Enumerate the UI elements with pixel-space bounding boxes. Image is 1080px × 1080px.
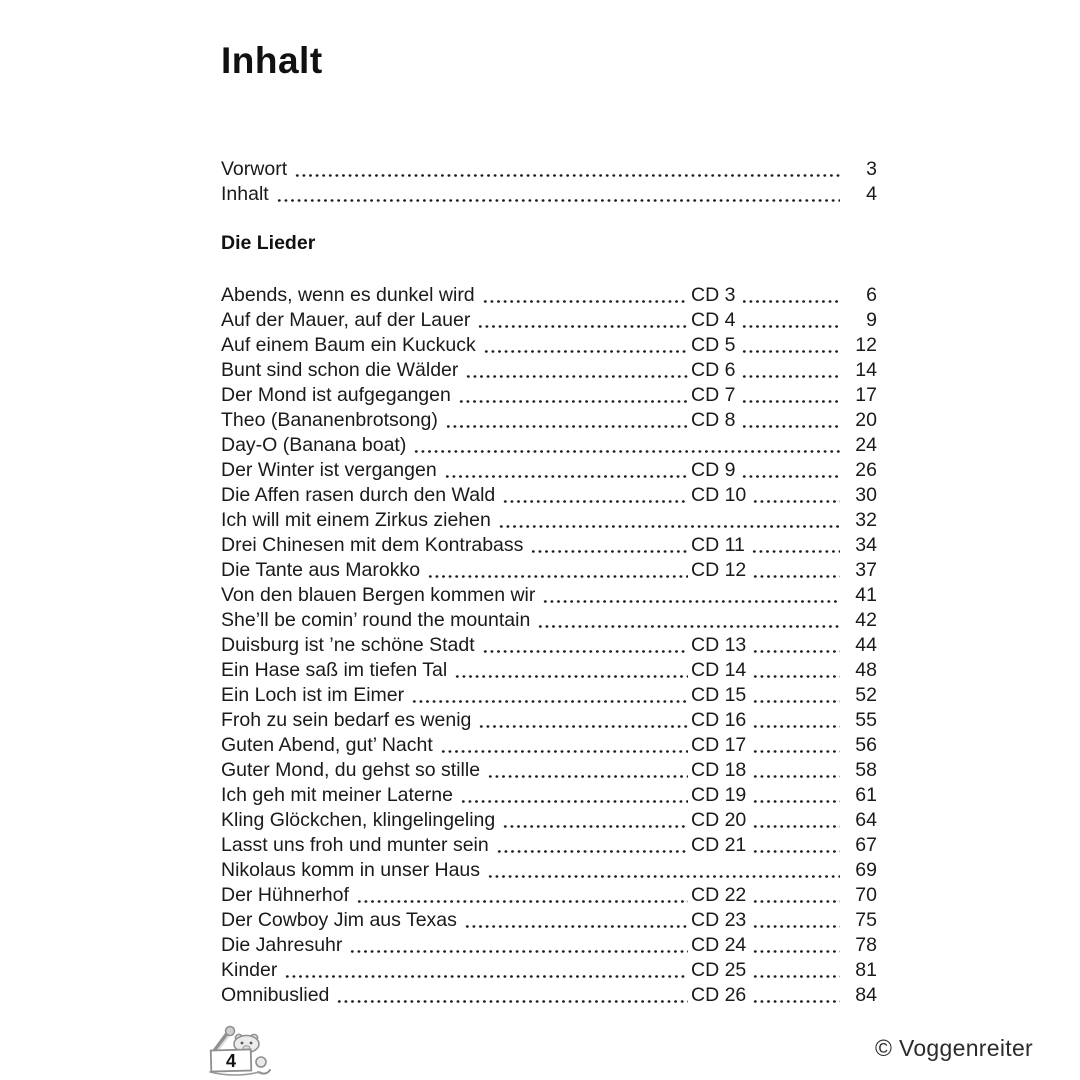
dot-leader	[486, 858, 840, 883]
song-title: Kling Glöckchen, klingelingeling	[221, 809, 496, 831]
cd-track-label: CD 9	[691, 459, 736, 481]
song-row	[221, 608, 877, 633]
song-title: Omnibuslied	[221, 984, 330, 1006]
song-title: Abends, wenn es dunkel wird	[221, 284, 475, 306]
cd-column	[691, 733, 843, 758]
cd-column	[691, 283, 843, 308]
song-title: Ich will mit einem Zirkus ziehen	[221, 509, 491, 531]
song-title: Bunt sind schon die Wälder	[221, 359, 459, 381]
dot-leader	[751, 783, 840, 808]
song-page: 56	[855, 734, 877, 756]
song-page: 6	[866, 284, 877, 306]
copyright-text: © Voggenreiter	[875, 1035, 1033, 1061]
cd-track-label: CD 17	[691, 734, 747, 756]
song-title: Ein Loch ist im Eimer	[221, 684, 405, 706]
song-page: 9	[866, 309, 877, 331]
cd-column	[691, 808, 843, 833]
song-title: Drei Chinesen mit dem Kontrabass	[221, 534, 524, 556]
dot-leader	[751, 483, 840, 508]
dot-leader	[453, 658, 688, 683]
cd-track-label: CD 21	[691, 834, 747, 856]
cd-column	[691, 708, 843, 733]
song-page: 26	[855, 459, 877, 481]
cd-track-label: CD 25	[691, 959, 747, 981]
dot-leader	[477, 708, 688, 733]
cd-column	[691, 958, 843, 983]
song-row	[221, 883, 877, 908]
dot-leader	[751, 958, 840, 983]
dot-leader	[412, 433, 840, 458]
song-title: Kinder	[221, 959, 278, 981]
song-row	[221, 958, 877, 983]
dot-leader	[751, 683, 840, 708]
footer-page-number: 4	[225, 1051, 237, 1071]
song-row	[221, 358, 877, 383]
song-row	[221, 408, 877, 433]
song-row	[221, 458, 877, 483]
song-page: 14	[855, 359, 877, 381]
song-title: Ein Hase saß im tiefen Tal	[221, 659, 448, 681]
toc-row	[221, 182, 877, 207]
song-page: 12	[855, 334, 877, 356]
dot-leader	[529, 533, 688, 558]
cd-track-label: CD 8	[691, 409, 736, 431]
cd-track-label: CD 16	[691, 709, 747, 731]
song-row	[221, 558, 877, 583]
dot-leader	[486, 758, 688, 783]
dot-leader	[541, 583, 840, 608]
song-title: Auf der Mauer, auf der Lauer	[221, 309, 471, 331]
song-row	[221, 783, 877, 808]
toc-entry-title: Vorwort	[221, 158, 288, 180]
cd-track-label: CD 14	[691, 659, 747, 681]
dot-leader	[481, 283, 688, 308]
song-page: 34	[855, 534, 877, 556]
song-page: 37	[855, 559, 877, 581]
dot-leader	[495, 833, 688, 858]
song-page: 67	[855, 834, 877, 856]
song-page: 24	[855, 434, 877, 456]
song-page: 32	[855, 509, 877, 531]
dot-leader	[459, 783, 688, 808]
cd-column	[691, 408, 843, 433]
song-title: Die Tante aus Marokko	[221, 559, 421, 581]
song-row	[221, 708, 877, 733]
song-title: Nikolaus komm in unser Haus	[221, 859, 481, 881]
song-page: 17	[855, 384, 877, 406]
dot-leader	[481, 633, 688, 658]
song-title: She’ll be comin’ round the mountain	[221, 609, 531, 631]
song-row	[221, 433, 877, 458]
cd-track-label: CD 26	[691, 984, 747, 1006]
dot-leader	[751, 733, 840, 758]
dot-leader	[457, 383, 688, 408]
dot-leader	[751, 833, 840, 858]
dot-leader	[740, 408, 840, 433]
song-title: Von den blauen Bergen kommen wir	[221, 584, 536, 606]
dot-leader	[751, 908, 840, 933]
cd-column	[691, 533, 843, 558]
dot-leader	[751, 758, 840, 783]
song-page: 64	[855, 809, 877, 831]
dot-leader	[740, 283, 840, 308]
cd-column	[691, 833, 843, 858]
front-matter-list	[221, 157, 877, 207]
cd-track-label: CD 7	[691, 384, 736, 406]
cd-track-label: CD 19	[691, 784, 747, 806]
dot-leader	[740, 308, 840, 333]
song-page: 20	[855, 409, 877, 431]
cd-track-label: CD 22	[691, 884, 747, 906]
cd-track-label: CD 5	[691, 334, 736, 356]
song-title: Der Hühnerhof	[221, 884, 349, 906]
song-row	[221, 808, 877, 833]
cd-track-label: CD 23	[691, 909, 747, 931]
dot-leader	[335, 983, 688, 1008]
song-page: 58	[855, 759, 877, 781]
cd-column	[691, 333, 843, 358]
song-title: Guten Abend, gut’ Nacht	[221, 734, 433, 756]
cd-column	[691, 983, 843, 1008]
cd-column	[691, 908, 843, 933]
cd-column	[691, 758, 843, 783]
song-page: 42	[855, 609, 877, 631]
song-row	[221, 983, 877, 1008]
cd-column	[691, 558, 843, 583]
dot-leader	[348, 933, 688, 958]
song-title: Froh zu sein bedarf es wenig	[221, 709, 472, 731]
cd-column	[691, 883, 843, 908]
song-page: 84	[855, 984, 877, 1006]
dot-leader	[501, 483, 688, 508]
song-title: Der Winter ist vergangen	[221, 459, 437, 481]
cd-track-label: CD 10	[691, 484, 747, 506]
dot-leader	[740, 458, 840, 483]
cd-track-label: CD 13	[691, 634, 747, 656]
cd-column	[691, 383, 843, 408]
song-page: 55	[855, 709, 877, 731]
dot-leader	[463, 908, 688, 933]
dot-leader	[740, 333, 840, 358]
mascot-icon	[198, 1024, 274, 1080]
dot-leader	[740, 383, 840, 408]
song-title: Auf einem Baum ein Kuckuck	[221, 334, 476, 356]
song-page: 78	[855, 934, 877, 956]
song-row	[221, 758, 877, 783]
cd-track-label: CD 4	[691, 309, 736, 331]
page-title: Inhalt	[221, 40, 323, 81]
song-page: 69	[855, 859, 877, 881]
dot-leader	[283, 958, 688, 983]
toc-row	[221, 157, 877, 182]
cd-column	[691, 358, 843, 383]
dot-leader	[751, 558, 840, 583]
song-row	[221, 383, 877, 408]
song-page: 75	[855, 909, 877, 931]
dot-leader	[410, 683, 688, 708]
dot-leader	[740, 358, 840, 383]
dot-leader	[751, 708, 840, 733]
dot-leader	[751, 933, 840, 958]
dot-leader	[751, 983, 840, 1008]
dot-leader	[751, 658, 840, 683]
song-row	[221, 583, 877, 608]
section-heading: Die Lieder	[221, 232, 316, 254]
song-row	[221, 733, 877, 758]
cd-track-label: CD 6	[691, 359, 736, 381]
toc-entry-title: Inhalt	[221, 183, 269, 205]
song-title: Theo (Bananenbrotsong)	[221, 409, 438, 431]
cd-column	[691, 308, 843, 333]
dot-leader	[482, 333, 688, 358]
dot-leader	[501, 808, 688, 833]
dot-leader	[464, 358, 688, 383]
song-title: Der Cowboy Jim aus Texas	[221, 909, 457, 931]
cd-column	[691, 783, 843, 808]
cd-track-label: CD 15	[691, 684, 747, 706]
cd-column	[691, 483, 843, 508]
song-page: 48	[855, 659, 877, 681]
song-title: Day-O (Banana boat)	[221, 434, 407, 456]
cd-track-label: CD 20	[691, 809, 747, 831]
song-row	[221, 908, 877, 933]
dot-leader	[751, 883, 840, 908]
song-row	[221, 483, 877, 508]
dot-leader	[444, 408, 688, 433]
cd-track-label: CD 24	[691, 934, 747, 956]
song-page: 70	[855, 884, 877, 906]
song-page: 81	[855, 959, 877, 981]
cd-column	[691, 683, 843, 708]
song-row	[221, 858, 877, 883]
dot-leader	[439, 733, 688, 758]
song-page: 30	[855, 484, 877, 506]
cd-column	[691, 658, 843, 683]
cd-column	[691, 458, 843, 483]
dot-leader	[751, 808, 840, 833]
song-page: 52	[855, 684, 877, 706]
song-title: Lasst uns froh und munter sein	[221, 834, 489, 856]
dot-leader	[750, 533, 840, 558]
song-list	[221, 283, 877, 1008]
toc-entry-page: 3	[866, 158, 877, 180]
song-row	[221, 633, 877, 658]
song-row	[221, 333, 877, 358]
song-title: Duisburg ist ’ne schöne Stadt	[221, 634, 475, 656]
dot-leader	[476, 308, 688, 333]
song-row	[221, 933, 877, 958]
song-page: 41	[855, 584, 877, 606]
song-title: Guter Mond, du gehst so stille	[221, 759, 481, 781]
dot-leader	[426, 558, 688, 583]
toc-entry-page: 4	[866, 183, 877, 205]
song-title: Die Affen rasen durch den Wald	[221, 484, 496, 506]
song-row	[221, 683, 877, 708]
song-row	[221, 283, 877, 308]
dot-leader	[443, 458, 688, 483]
cd-track-label: CD 3	[691, 284, 736, 306]
song-row	[221, 308, 877, 333]
cd-track-label: CD 12	[691, 559, 747, 581]
dot-leader	[497, 508, 840, 533]
song-title: Der Mond ist aufgegangen	[221, 384, 451, 406]
cd-track-label: CD 11	[691, 534, 745, 556]
cd-track-label: CD 18	[691, 759, 747, 781]
dot-leader	[536, 608, 840, 633]
song-row	[221, 508, 877, 533]
cd-column	[691, 633, 843, 658]
cd-column	[691, 933, 843, 958]
song-row	[221, 658, 877, 683]
song-row	[221, 533, 877, 558]
song-title: Ich geh mit meiner Laterne	[221, 784, 453, 806]
dot-leader	[275, 182, 840, 207]
song-page: 61	[855, 784, 877, 806]
song-page: 44	[855, 634, 877, 656]
song-title: Die Jahresuhr	[221, 934, 343, 956]
dot-leader	[293, 157, 840, 182]
dot-leader	[355, 883, 688, 908]
dot-leader	[751, 633, 840, 658]
song-row	[221, 833, 877, 858]
